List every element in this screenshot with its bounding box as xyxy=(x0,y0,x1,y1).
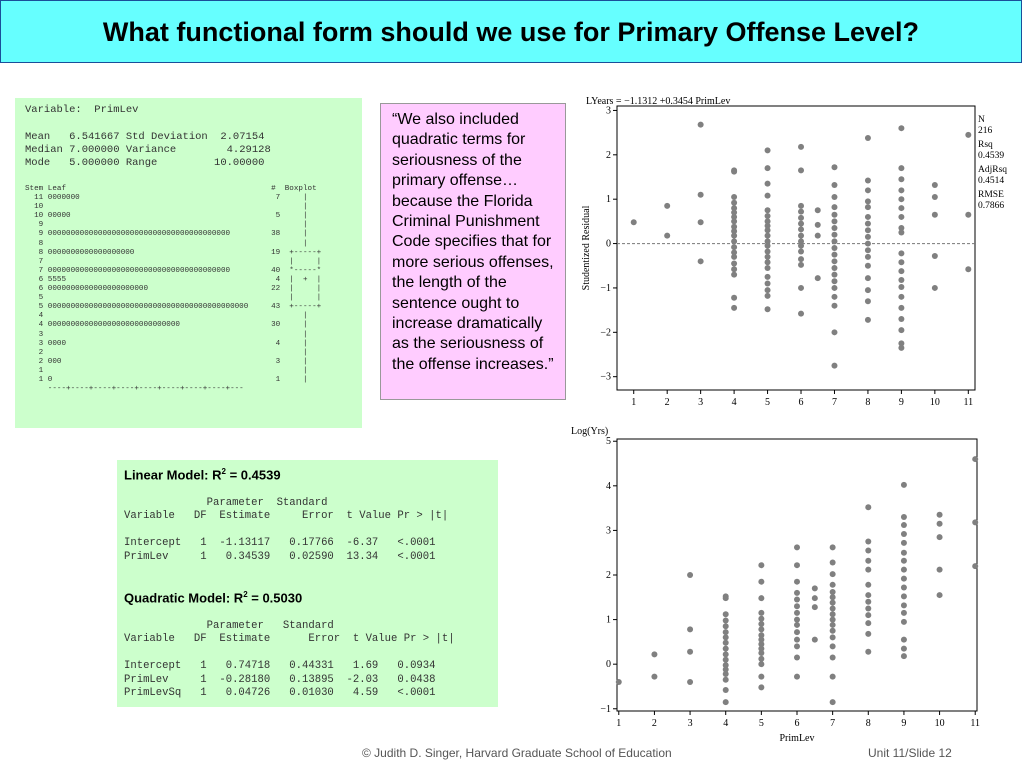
data-point xyxy=(723,651,729,657)
data-point xyxy=(794,674,800,680)
data-point xyxy=(687,572,693,578)
data-point xyxy=(865,241,871,247)
data-point xyxy=(898,196,904,202)
data-point xyxy=(830,589,836,595)
data-point xyxy=(687,649,693,655)
data-point xyxy=(830,617,836,623)
y-tick-label: 0 xyxy=(606,238,611,250)
data-point xyxy=(965,212,971,218)
x-tick-label: 11 xyxy=(963,397,974,408)
data-point xyxy=(815,275,821,281)
data-point xyxy=(765,259,771,265)
data-point xyxy=(765,287,771,293)
data-point xyxy=(901,602,907,608)
data-point xyxy=(798,221,804,227)
data-point xyxy=(698,258,704,264)
data-point xyxy=(723,657,729,663)
data-point xyxy=(664,233,670,239)
data-point xyxy=(831,225,837,231)
data-point xyxy=(901,610,907,616)
data-point xyxy=(831,294,837,300)
data-point xyxy=(812,604,818,610)
data-point xyxy=(798,243,804,249)
linear-model-heading: Linear Model: $R^2 = 0.4539$ xyxy=(124,467,281,483)
data-point xyxy=(758,562,764,568)
slide-title: What functional form should we use for Primary Offense Level? xyxy=(102,17,920,47)
data-point xyxy=(758,626,764,632)
data-point xyxy=(937,592,943,598)
x-tick-label: 6 xyxy=(798,397,804,408)
y-tick-label: −1 xyxy=(600,703,611,715)
data-point xyxy=(865,558,871,564)
data-point xyxy=(765,233,771,239)
data-point xyxy=(901,558,907,564)
data-point xyxy=(830,600,836,606)
data-point xyxy=(731,305,737,311)
quadratic-model-heading: Quadratic Model: $R^2 = 0.5030$ xyxy=(124,590,303,606)
data-point xyxy=(731,218,737,224)
data-point xyxy=(765,147,771,153)
data-point xyxy=(758,650,764,656)
data-point xyxy=(723,646,729,652)
data-point xyxy=(865,539,871,545)
data-point xyxy=(765,181,771,187)
data-point xyxy=(901,550,907,556)
data-point xyxy=(898,277,904,283)
data-point xyxy=(798,262,804,268)
data-point xyxy=(898,187,904,193)
data-point xyxy=(698,219,704,225)
data-point xyxy=(794,603,800,609)
data-point xyxy=(865,504,871,510)
data-point xyxy=(798,209,804,215)
data-point xyxy=(865,287,871,293)
data-point xyxy=(865,620,871,626)
data-point xyxy=(830,582,836,588)
x-tick-label: 9 xyxy=(901,718,907,729)
stat-value: 0.7866 xyxy=(978,201,1005,211)
data-point xyxy=(798,233,804,239)
data-point xyxy=(932,285,938,291)
data-point xyxy=(723,640,729,646)
data-point xyxy=(723,623,729,629)
data-point xyxy=(831,272,837,278)
data-point xyxy=(830,643,836,649)
x-tick-label: 4 xyxy=(731,397,737,408)
data-point xyxy=(794,637,800,643)
quadratic-model-table: Parameter Standard Variable DF Estimate Error t Value Pr > |t| Intercept 1 0.74718 0.44331 1.69 0.0934 PrimLev 1 -0.28180 0.13895 -2.03 0.0438 PrimLevSq 1 0.04726 0.01030 4.59 <.0001 xyxy=(124,620,455,700)
data-point xyxy=(794,643,800,649)
data-point xyxy=(898,305,904,311)
data-point xyxy=(865,221,871,227)
data-point xyxy=(731,238,737,244)
x-tick-label: 9 xyxy=(898,397,904,408)
data-point xyxy=(831,252,837,258)
data-point xyxy=(765,281,771,287)
logyears-scatter-plot xyxy=(565,423,985,748)
data-point xyxy=(865,187,871,193)
data-point xyxy=(798,215,804,221)
stat-label: N xyxy=(978,115,985,125)
y-tick-label: 3 xyxy=(606,525,611,537)
data-point xyxy=(865,227,871,233)
y-tick-label: 1 xyxy=(606,614,611,626)
data-point xyxy=(865,254,871,260)
data-point xyxy=(731,194,737,200)
x-tick-label: 6 xyxy=(794,718,800,729)
data-point xyxy=(901,593,907,599)
data-point xyxy=(794,562,800,568)
footer-copyright: © Judith D. Singer, Harvard Graduate School of Education xyxy=(362,746,672,760)
data-point xyxy=(831,285,837,291)
data-point xyxy=(765,243,771,249)
data-point xyxy=(731,266,737,272)
data-point xyxy=(901,637,907,643)
model-output-panel xyxy=(117,460,498,707)
data-point xyxy=(831,204,837,210)
univariate-output-panel xyxy=(15,98,362,428)
y-tick-label: 0 xyxy=(606,659,611,671)
data-point xyxy=(831,164,837,170)
data-point xyxy=(723,595,729,601)
data-point xyxy=(901,653,907,659)
data-point xyxy=(937,521,943,527)
data-point xyxy=(664,203,670,209)
data-point xyxy=(815,207,821,213)
data-point xyxy=(831,329,837,335)
data-point xyxy=(651,651,657,657)
data-point xyxy=(798,285,804,291)
data-point xyxy=(898,214,904,220)
data-point xyxy=(765,274,771,280)
data-point xyxy=(865,567,871,573)
data-point xyxy=(932,194,938,200)
data-point xyxy=(865,204,871,210)
data-point xyxy=(831,238,837,244)
data-point xyxy=(830,654,836,660)
data-point xyxy=(901,522,907,528)
data-point xyxy=(865,631,871,637)
x-tick-label: 8 xyxy=(865,397,871,408)
data-point xyxy=(815,233,821,239)
y-tick-label: −1 xyxy=(600,282,611,294)
data-point xyxy=(765,227,771,233)
data-point xyxy=(758,661,764,667)
y-tick-label: 3 xyxy=(606,105,611,117)
data-point xyxy=(698,122,704,128)
data-point xyxy=(901,531,907,537)
data-point xyxy=(865,599,871,605)
plot-frame xyxy=(617,106,975,390)
data-point xyxy=(831,182,837,188)
data-point xyxy=(731,233,737,239)
data-point xyxy=(798,167,804,173)
data-point xyxy=(831,218,837,224)
data-point xyxy=(731,254,737,260)
residual-plot xyxy=(570,92,1020,414)
plot-frame xyxy=(617,439,977,711)
data-point xyxy=(865,605,871,611)
data-point xyxy=(898,327,904,333)
quote-box: “We also included quadratic terms for seriousness of the primary offense… because the Florida Criminal Punishment Code specifies that for more serious offenses, the length of the sentence ought to increase dramatically as the seriousness of the offense increases.” xyxy=(380,103,566,400)
data-point xyxy=(865,135,871,141)
chart-title: LYears = −1.1312 +0.3454 PrimLev xyxy=(586,96,731,107)
data-point xyxy=(794,629,800,635)
data-point xyxy=(830,605,836,611)
data-point xyxy=(898,229,904,235)
data-point xyxy=(794,544,800,550)
stem-leaf-plot: Stem Leaf # Boxplot 11 0000000 7 | 10 | 10 00000 5 | 9 | 9 0000000000000000000000000000000000000000 38 | 8 | 8 0000000000000000000 19 +-----+ 7 | | 7 0000000000000000000000000000000000000000 40 *-----* 6 5555 4 | + | 6 0000000000000000000000 22 | | 5 | | 5 00000000000000000000000000000000000000000000 43 +-----+ 4 | 4 00000000000000000000000000000 30 | 3 | 3 0000 4 | 2 | 2 000 3 | 1 | 1 0 1 | ----+----+----+----+----+----+----+----+--- xyxy=(25,185,322,394)
data-point xyxy=(865,214,871,220)
data-point xyxy=(898,165,904,171)
x-tick-label: 10 xyxy=(934,718,945,729)
data-point xyxy=(794,617,800,623)
x-tick-label: 1 xyxy=(616,718,622,729)
data-point xyxy=(932,212,938,218)
data-point xyxy=(723,687,729,693)
univariate-summary: Variable: PrimLev Mean 6.541667 Std Deviation 2.07154 Median 7.000000 Variance 4.29128 Mode 5.000000 Range 10.00000 xyxy=(25,104,271,170)
data-point xyxy=(898,268,904,274)
x-tick-label: 11 xyxy=(970,718,981,729)
data-point xyxy=(616,679,622,685)
stat-value: 216 xyxy=(978,126,993,136)
x-tick-label: 8 xyxy=(865,718,871,729)
data-point xyxy=(831,232,837,238)
data-point xyxy=(765,213,771,219)
data-point xyxy=(723,629,729,635)
data-point xyxy=(758,621,764,627)
data-point xyxy=(965,266,971,272)
data-point xyxy=(687,626,693,632)
data-point xyxy=(758,674,764,680)
data-point xyxy=(937,567,943,573)
data-point xyxy=(758,684,764,690)
data-point xyxy=(798,249,804,255)
data-point xyxy=(830,571,836,577)
x-tick-label: 3 xyxy=(698,397,704,408)
data-point xyxy=(758,595,764,601)
data-point xyxy=(815,222,821,228)
data-point xyxy=(831,258,837,264)
data-point xyxy=(865,275,871,281)
data-point xyxy=(831,245,837,251)
data-point xyxy=(723,634,729,640)
linear-model-table: Parameter Standard Variable DF Estimate Error t Value Pr > |t| Intercept 1 -1.13117 0.17766 -6.37 <.0001 PrimLev 1 0.34539 0.02590 13.34 <.0001 xyxy=(124,497,449,563)
data-point xyxy=(865,247,871,253)
data-point xyxy=(723,611,729,617)
data-point xyxy=(831,194,837,200)
data-point xyxy=(723,699,729,705)
data-point xyxy=(794,590,800,596)
data-point xyxy=(972,563,978,569)
data-point xyxy=(798,226,804,232)
data-point xyxy=(731,261,737,267)
data-point xyxy=(898,345,904,351)
x-tick-label: 7 xyxy=(831,397,837,408)
data-point xyxy=(830,634,836,640)
data-point xyxy=(794,579,800,585)
data-point xyxy=(898,125,904,131)
data-point xyxy=(865,547,871,553)
data-point xyxy=(794,622,800,628)
data-point xyxy=(731,244,737,250)
data-point xyxy=(758,616,764,622)
y-tick-label: 2 xyxy=(606,570,611,581)
data-point xyxy=(932,182,938,188)
data-point xyxy=(898,284,904,290)
data-point xyxy=(865,592,871,598)
data-point xyxy=(765,254,771,260)
data-point xyxy=(865,298,871,304)
data-point xyxy=(631,219,637,225)
data-point xyxy=(765,293,771,299)
data-point xyxy=(865,178,871,184)
data-point xyxy=(830,699,836,705)
stat-value: 0.4514 xyxy=(978,176,1005,186)
y-tick-label: 4 xyxy=(606,480,611,492)
x-tick-label: 3 xyxy=(687,718,693,729)
stat-label: Rsq xyxy=(978,140,993,150)
data-point xyxy=(798,144,804,150)
data-point xyxy=(812,595,818,601)
x-tick-label: 10 xyxy=(929,397,940,408)
y-tick-label: −2 xyxy=(600,327,611,339)
data-point xyxy=(831,278,837,284)
data-point xyxy=(865,317,871,323)
data-point xyxy=(765,193,771,199)
data-point xyxy=(831,303,837,309)
data-point xyxy=(812,585,818,591)
data-point xyxy=(765,306,771,312)
data-point xyxy=(731,200,737,206)
data-point xyxy=(698,192,704,198)
data-point xyxy=(831,363,837,369)
y-axis-label: Studentized Residual xyxy=(581,205,592,291)
slide-number: Unit 11/Slide 12 xyxy=(868,746,952,760)
data-point xyxy=(765,249,771,255)
data-point xyxy=(830,594,836,600)
x-tick-label: 1 xyxy=(631,397,637,408)
data-point xyxy=(830,560,836,566)
data-point xyxy=(765,165,771,171)
data-point xyxy=(865,649,871,655)
y-tick-label: 5 xyxy=(606,436,611,448)
data-point xyxy=(901,567,907,573)
x-tick-label: 2 xyxy=(664,397,670,408)
data-point xyxy=(798,311,804,317)
data-point xyxy=(798,256,804,262)
data-point xyxy=(798,203,804,209)
data-point xyxy=(831,212,837,218)
data-point xyxy=(937,534,943,540)
data-point xyxy=(965,132,971,138)
data-point xyxy=(865,582,871,588)
x-tick-label: 5 xyxy=(758,718,764,729)
data-point xyxy=(865,612,871,618)
data-point xyxy=(898,176,904,182)
data-point xyxy=(794,597,800,603)
stat-label: AdjRsq xyxy=(978,165,1008,175)
data-point xyxy=(901,514,907,520)
data-point xyxy=(937,512,943,518)
x-tick-label: 2 xyxy=(651,718,657,729)
stat-label: RMSE xyxy=(978,190,1004,200)
data-point xyxy=(812,637,818,643)
stat-value: 0.4539 xyxy=(978,151,1005,161)
data-point xyxy=(731,167,737,173)
data-point xyxy=(898,294,904,300)
title-bar xyxy=(0,0,1022,63)
data-point xyxy=(651,674,657,680)
data-point xyxy=(901,540,907,546)
y-tick-label: −3 xyxy=(600,371,611,383)
data-point xyxy=(758,579,764,585)
data-point xyxy=(794,610,800,616)
data-point xyxy=(865,198,871,204)
data-point xyxy=(865,234,871,240)
data-point xyxy=(723,617,729,623)
data-point xyxy=(865,263,871,269)
x-tick-label: 5 xyxy=(765,397,771,408)
data-point xyxy=(901,584,907,590)
data-point xyxy=(723,677,729,683)
data-point xyxy=(898,205,904,211)
y-tick-label: 1 xyxy=(606,194,611,206)
data-point xyxy=(898,316,904,322)
data-point xyxy=(830,622,836,628)
data-point xyxy=(831,265,837,271)
data-point xyxy=(731,272,737,278)
x-tick-label: 7 xyxy=(830,718,836,729)
data-point xyxy=(765,207,771,213)
y-axis-label: Log(Yrs) xyxy=(571,426,609,437)
data-point xyxy=(794,654,800,660)
data-point xyxy=(731,295,737,301)
data-point xyxy=(901,482,907,488)
data-point xyxy=(898,259,904,265)
data-point xyxy=(901,646,907,652)
data-point xyxy=(830,544,836,550)
data-point xyxy=(723,671,729,677)
data-point xyxy=(901,576,907,582)
x-tick-label: 4 xyxy=(723,718,729,729)
data-point xyxy=(830,674,836,680)
data-point xyxy=(830,628,836,634)
x-axis-label: PrimLev xyxy=(779,733,815,744)
y-tick-label: 2 xyxy=(606,149,611,161)
data-point xyxy=(898,250,904,256)
data-point xyxy=(972,519,978,525)
data-point xyxy=(932,253,938,259)
data-point xyxy=(687,679,693,685)
data-point xyxy=(758,610,764,616)
data-point xyxy=(830,611,836,617)
data-point xyxy=(972,456,978,462)
data-point xyxy=(758,656,764,662)
data-point xyxy=(765,265,771,271)
data-point xyxy=(901,619,907,625)
